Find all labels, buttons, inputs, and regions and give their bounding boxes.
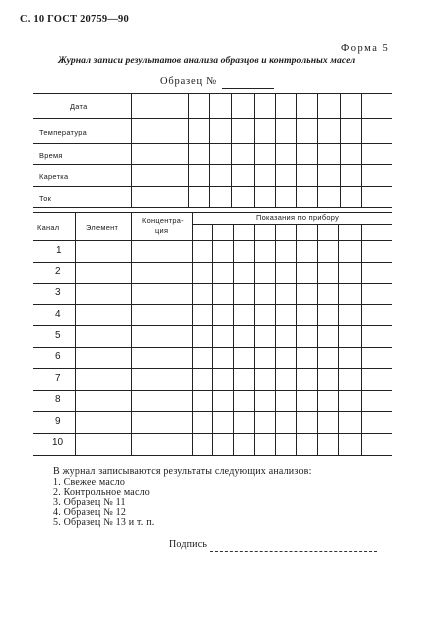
- upper-table-col-rule: [231, 93, 232, 207]
- readings-row-rule: [33, 347, 392, 348]
- row-label-current: Ток: [39, 194, 52, 203]
- upper-table-col-rule: [340, 93, 341, 207]
- upper-table-col-rule: [188, 93, 189, 207]
- signature-label: Подпись: [169, 539, 208, 550]
- readings-subcol-rule: [361, 224, 362, 455]
- upper-table-col-rule: [254, 93, 255, 207]
- channel-number: 9: [55, 416, 61, 427]
- notes-item: 1. Свежее масло: [53, 477, 126, 488]
- sample-number-label: Образец №: [160, 76, 218, 87]
- readings-subcol-rule: [317, 224, 318, 455]
- row-label-carriage: Каретка: [39, 172, 69, 181]
- readings-row-rule: [33, 262, 392, 263]
- channel-number: 5: [55, 330, 61, 341]
- sample-number-line: [222, 88, 274, 89]
- readings-row-rule: [33, 283, 392, 284]
- upper-table-col-rule: [131, 93, 132, 207]
- readings-row-rule: [33, 455, 392, 456]
- readings-col-rule: [131, 212, 132, 455]
- row-label-date: Дата: [70, 102, 88, 111]
- upper-table-rule: [33, 164, 392, 165]
- channel-number: 1: [56, 245, 62, 256]
- readings-subcol-rule: [275, 224, 276, 455]
- channel-number: 3: [55, 287, 61, 298]
- row-label-time: Время: [39, 151, 63, 160]
- form-label: Форма 5: [341, 43, 390, 54]
- upper-table-col-rule: [275, 93, 276, 207]
- upper-table-col-rule: [317, 93, 318, 207]
- col-header-concentration-cont: ция: [155, 226, 169, 235]
- readings-subcol-rule: [233, 224, 234, 455]
- readings-row-rule: [33, 304, 392, 305]
- journal-title: Журнал записи результатов анализа образцов и контрольных масел: [58, 55, 356, 66]
- notes-intro: В журнал записываются результаты следующих анализов:: [53, 466, 312, 477]
- readings-subcol-rule: [296, 224, 297, 455]
- readings-col-rule: [75, 212, 76, 455]
- notes-item: 5. Образец № 13 и т. п.: [53, 517, 155, 528]
- readings-row-rule: [33, 368, 392, 369]
- notes-item: 4. Образец № 12: [53, 507, 127, 518]
- channel-number: 8: [55, 394, 61, 405]
- col-header-concentration: Концентра-: [142, 216, 184, 225]
- readings-subcol-rule: [254, 224, 255, 455]
- upper-table-col-rule: [209, 93, 210, 207]
- row-label-temperature: Температура: [39, 128, 88, 137]
- page-reference: С. 10 ГОСТ 20759—90: [20, 14, 129, 25]
- col-header-readings: Показания по прибору: [256, 213, 340, 222]
- col-header-channel: Канал: [37, 223, 60, 232]
- readings-row-rule: [33, 390, 392, 391]
- upper-table-rule: [33, 93, 392, 94]
- channel-number: 4: [55, 309, 61, 320]
- readings-subheader-rule: [192, 224, 392, 225]
- readings-row-rule: [33, 433, 392, 434]
- upper-table-col-rule: [296, 93, 297, 207]
- upper-table-col-rule: [361, 93, 362, 207]
- readings-subcol-rule: [212, 224, 213, 455]
- upper-table-rule: [33, 143, 392, 144]
- channel-number: 7: [55, 373, 61, 384]
- readings-col-rule: [192, 212, 193, 455]
- upper-table-rule: [33, 118, 392, 119]
- channel-number: 6: [55, 351, 61, 362]
- notes-item: 3. Образец № 11: [53, 497, 126, 508]
- col-header-element: Элемент: [86, 223, 119, 232]
- readings-subcol-rule: [338, 224, 339, 455]
- upper-table-rule: [33, 186, 392, 187]
- readings-row-rule: [33, 325, 392, 326]
- signature-line: [210, 551, 377, 552]
- notes-item: 2. Контрольное масло: [53, 487, 150, 498]
- readings-row-rule: [33, 411, 392, 412]
- channel-number: 10: [52, 437, 64, 448]
- upper-table-rule: [33, 207, 392, 208]
- channel-number: 2: [55, 266, 61, 277]
